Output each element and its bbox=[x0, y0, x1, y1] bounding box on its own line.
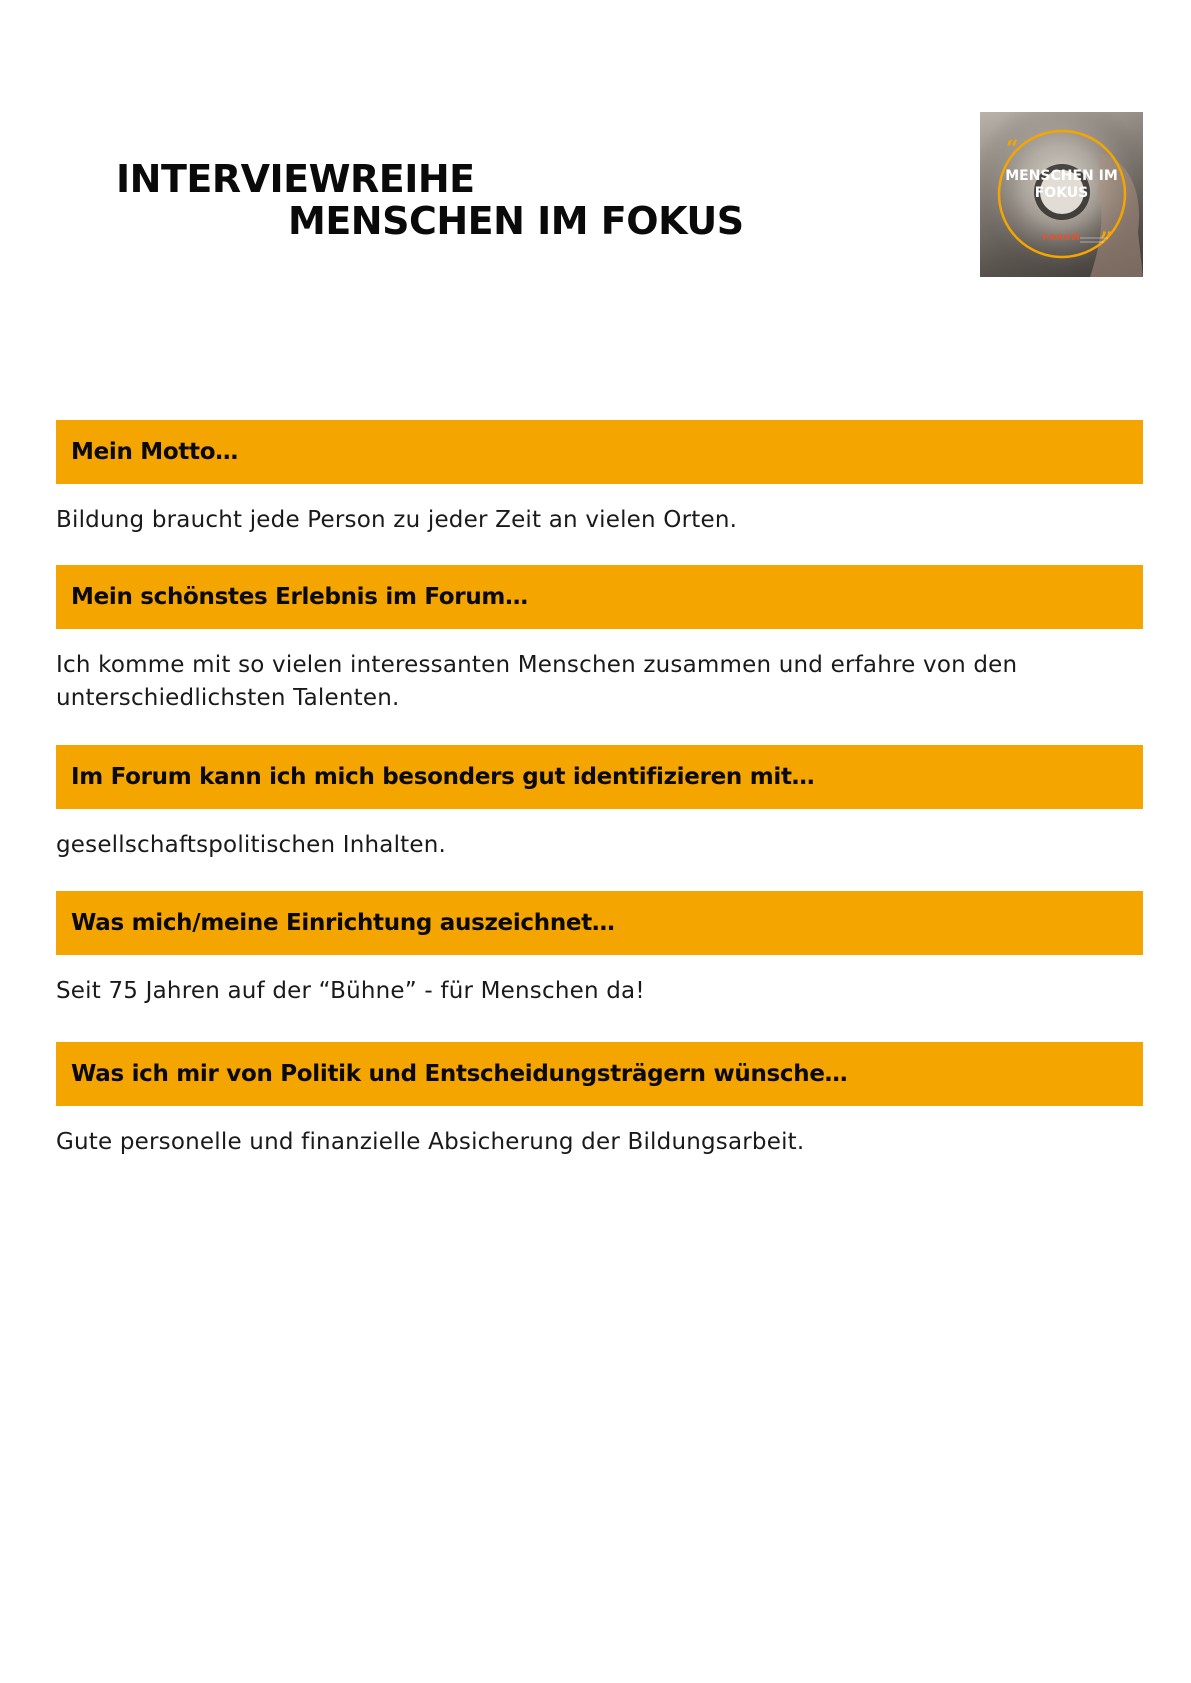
page-title bbox=[116, 158, 744, 242]
section-auszeichnung bbox=[56, 891, 1143, 1008]
section-heading: Im Forum kann ich mich besonders gut identifizieren mit… bbox=[56, 745, 1143, 809]
section-answer: Gute personelle und finanzielle Absicherung der Bildungsarbeit. bbox=[56, 1129, 805, 1155]
section-heading: Was mich/meine Einrichtung auszeichnet… bbox=[56, 891, 1143, 955]
title-line-menschen-im-fokus: MENSCHEN IM FOKUS bbox=[288, 199, 744, 243]
open-quote-icon: “ bbox=[1006, 136, 1019, 162]
logo-text-line-2: FOKUS bbox=[1034, 185, 1089, 201]
close-quote-icon: ” bbox=[1100, 228, 1113, 254]
section-answer: Bildung braucht jede Person zu jeder Zeit an vielen Orten. bbox=[56, 507, 738, 533]
section-heading: Mein Motto… bbox=[56, 420, 1143, 484]
logo-text-line-1: MENSCHEN IM bbox=[1005, 168, 1118, 184]
section-wunsch-politik bbox=[56, 1042, 1143, 1159]
section-identifizieren bbox=[56, 745, 1143, 862]
title-line-interviewreihe: INTERVIEWREIHE bbox=[116, 157, 475, 201]
section-heading: Mein schönstes Erlebnis im Forum… bbox=[56, 565, 1143, 629]
section-heading: Was ich mir von Politik und Entscheidungsträgern wünsche… bbox=[56, 1042, 1143, 1106]
section-answer: Ich komme mit so vielen interessanten Menschen zusammen und erfahre von den unterschiedlichsten Talenten. bbox=[56, 652, 1018, 711]
logo-forum-text: FORUM bbox=[1042, 233, 1081, 242]
section-answer: Seit 75 Jahren auf der “Bühne” - für Menschen da! bbox=[56, 978, 645, 1004]
section-motto bbox=[56, 420, 1143, 537]
section-schoenstes-erlebnis bbox=[56, 565, 1143, 715]
menschen-im-fokus-logo bbox=[980, 112, 1143, 277]
section-answer: gesellschaftspolitischen Inhalten. bbox=[56, 832, 447, 858]
